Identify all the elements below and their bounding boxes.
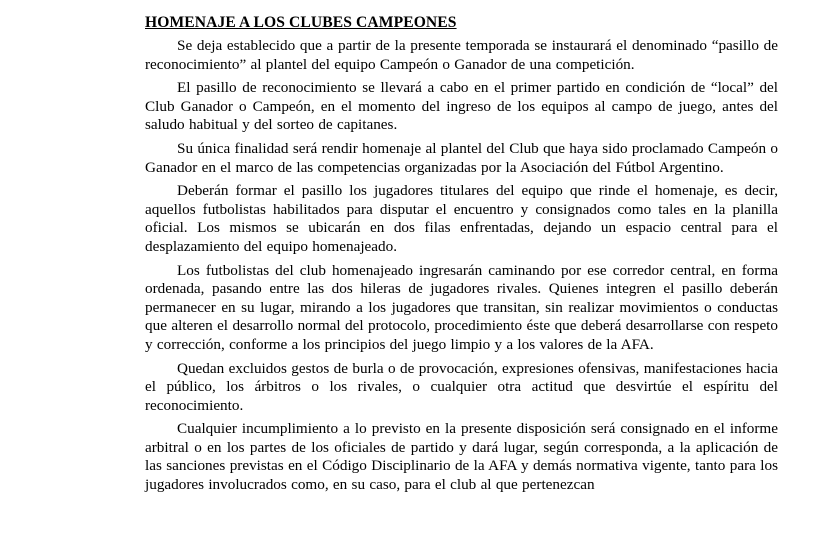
paragraph-ingreso-homenajeado: Los futbolistas del club homenajeado ingresarán caminando por ese corredor central, en forma ordenada, pasando entre las dos hileras de jugadores rivales. Quienes integren el pasillo deberán permanecer en su lugar, mirando a los jugadores que transitan, sin realizar movimientos o conductas que alteren el desarrollo normal del protocolo, procedimiento éste que deberá desarrollarse con respeto y corrección, conforme a los principios del juego limpio y a los valores de la AFA. [145,261,778,353]
paragraph-conductas-excluidas: Quedan excluidos gestos de burla o de provocación, expresiones ofensivas, manifestaciones hacia el público, los árbitros o los rivales, o cualquier otra actitud que desvirtúe el espíritu del reconocimiento. [145,359,778,414]
paragraph-pasillo-intro: Se deja establecido que a partir de la presente temporada se instaurará el denominado “pasillo de reconocimiento” al plantel del equipo Campeón o Ganador de una competición. [145,37,778,73]
document-page [145,13,778,495]
paragraph-formacion-pasillo: Deberán formar el pasillo los jugadores titulares del equipo que rinde el homenaje, es decir, aquellos futbolistas habilitados para disputar el encuentro y consignados como tales en la planilla oficial. Los mismos se ubicarán en dos filas enfrentadas, dejando un espacio central para el desplazamiento del equipo homenajeado. [145,182,778,255]
paragraph-finalidad: Su única finalidad será rendir homenaje al plantel del Club que haya sido proclamado Campeón o Ganador en el marco de las competencias organizadas por la Asociación del Fútbol Argentino. [145,139,778,176]
paragraph-primer-partido: El pasillo de reconocimiento se llevará a cabo en el primer partido en condición de “local” del Club Ganador o Campeón, en el momento del ingreso de los equipos al campo de juego, antes del saludo habitual y del sorteo de capitanes. [145,79,778,134]
document-title: HOMENAJE A LOS CLUBES CAMPEONES [145,14,457,31]
paragraph-sanciones: Cualquier incumplimiento a lo previsto en la presente disposición será consignado en el informe arbitral o en los partes de los oficiales de partido y dará lugar, según corresponda, a la aplicación de las sanciones previstas en el Código Disciplinario de la AFA y demás normativa vigente, tanto para los jugadores involucrados como, en su caso, para el club al que pertenezcan [145,420,778,494]
